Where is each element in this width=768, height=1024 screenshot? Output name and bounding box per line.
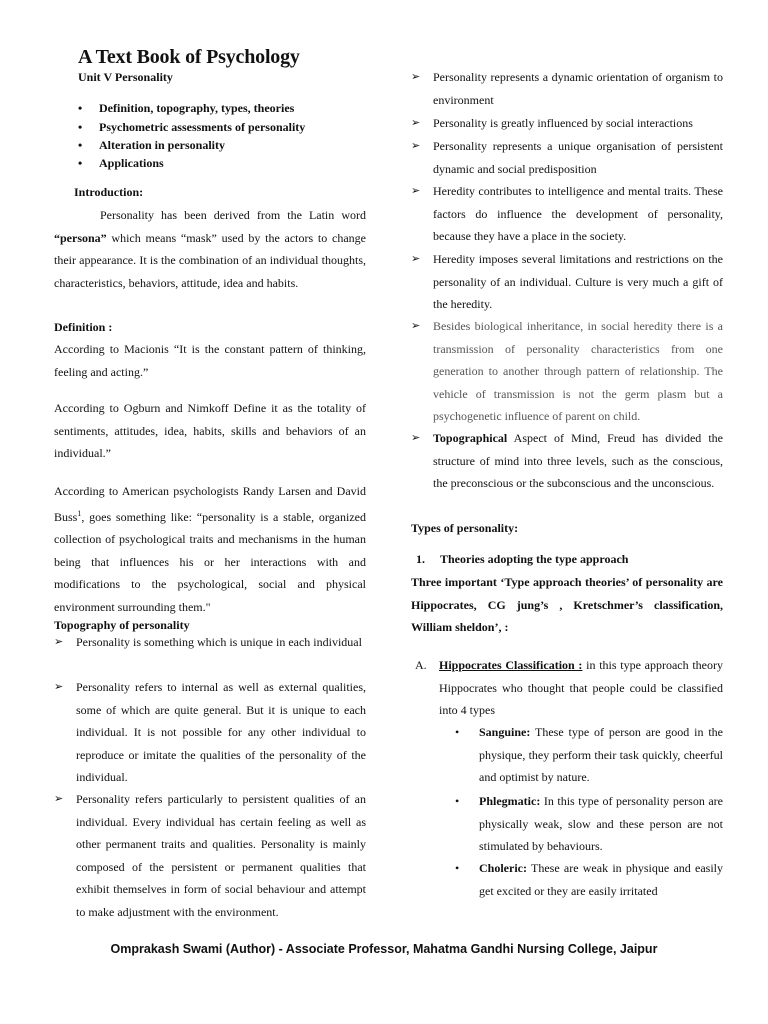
hippocrates-paragraph: Hippocrates Classification : in this type approach theory Hippocrates who thought that people could be classified into 4 types — [439, 658, 723, 717]
hippocrates-label: A. — [415, 658, 427, 672]
arrow-bullet-icon: ➢ — [54, 793, 64, 805]
bullet-icon: • — [78, 138, 83, 152]
arrow-bullet-icon: ➢ — [411, 320, 421, 332]
bullet-icon: • — [78, 101, 83, 115]
definition-heading: Definition : — [54, 320, 113, 334]
document-page: A Text Book of Psychology Unit V Personality • Definition, topography, types, theories • Psychometric assessments of personality • Alteration in personality • Applications Introduction: Personality has been derived from the Latin word “persona” which means “mask” used by the actors to change their appearance. It is the combination of an individual thoughts, characteristics, behaviors, attitude, idea and habits. Definition : According to Macionis “It is the constant pattern of thinking, feeling and acting.” According to Ogburn and Nimkoff Define it as the totality of sentiments, attitudes, idea, habits, skills and behaviors of an individual.” According to American psychologists Randy Larsen and David Buss$^1$, goes something like: “personality is a stable, organized collection of psychological traits and mechanisms in the human being that influences his or her interactions with and modifications to the psychological, social and physical environment surrounding them." Topography of personality ➢ Personality is something which is unique in each individual ➢ Personality refers to internal as well as external qualities, some of which are quite general. But it is unique to each individual. It is not possible for any other individual to reproduce or imitate the qualities of the personality of the individual. ➢ Personality refers particularly to persistent qualities of an individual. Every individual has certain feeling as well as other permanent traits and qualities. Personality is mainly composed of the persistent or permanent qualities that exhibit themselves in form of social behaviour and attempt to make adjustment with the environment. ➢ Personality represents a dynamic orientation of organism to environment ➢ Personality is greatly influenced by social interactions ➢ Personality represents a unique organisation of persistent dynamic and social predisposition ➢ Heredity contributes to intelligence and mental traits. These factors do influence the development of personality, because they have a place in the society. ➢ Heredity imposes several limitations and restrictions on the personality of an individual. Culture is very much a gift of the heredity. ➢ Besides biological inheritance, in social heredity there is a transmission of personality characteristics from one generation to another through pattern of relationship. The vehicle of transmission is not the germ plasm but a psychogenetic influence of parent on child. ➢ Topographical Aspect of Mind, Freud has divided the structure of mind into three levels, such as the conscious, the preconscious or the subconscious and the unconscious. Types of personality: 1. Theories adopting the type approach Three important ‘Type approach theories’ of personality are Hippocrates, CG jung’s , Kretschmer’s classification, William sheldon’, : A. Hippocrates Classification : in this type approach theory Hippocrates who thought that people could be classified into 4 types • Sanguine: These type of person are good in the physique, they perform their task quickly, cheerful and optimist by nature. • Phlegmatic: In this type of personality person are physically weak, slow and these person are not stimulated by behaviours. • Choleric: These are weak in physique and easily get excited or they are easily irritated Omprakash Swami (Author) - Associate Professor, Mahatma Gandhi Nursing College, Jaipur — [0, 0, 768, 1024]
arrow-bullet-icon: ➢ — [411, 432, 421, 444]
theories-heading: Theories adopting the type approach — [440, 552, 629, 566]
arrow-bullet-icon: ➢ — [411, 185, 421, 197]
types-heading: Types of personality: — [411, 521, 519, 535]
arrow-bullet-icon: ➢ — [411, 71, 421, 83]
page-footer: Omprakash Swami (Author) - Associate Professor, Mahatma Gandhi Nursing College, Jaipur — [110, 942, 658, 956]
bullet-icon: • — [78, 120, 83, 134]
definition-ogburn: According to Ogburn and Nimkoff Define it as the totality of sentiments, attitudes, idea, habits, skills and behaviors of an individual.” — [54, 401, 366, 460]
three-theories: Three important ‘Type approach theories’ of personality are Hippocrates, CG jung’s , Kretschmer’s classification, William sheldon’, : — [411, 575, 723, 634]
bullet-icon: • — [455, 861, 460, 875]
definition-larsen: According to American psychologists Randy Larsen and David Buss$^1$, goes something like: “personality is a stable, organized collection of psychological traits and mechanisms in the human being that influences his or her interactions with and modifications to the psychological, social and physical environment surrounding them." — [54, 484, 366, 614]
intro-paragraph: Personality has been derived from the Latin word “persona” which means “mask” used by the actors to change their appearance. It is the combination of an individual thoughts, characteristics, behaviors, attitude, idea and habits. — [54, 208, 366, 290]
unit-heading: Unit V Personality — [78, 70, 173, 84]
bullet-icon: • — [455, 725, 460, 739]
arrow-bullet-icon: ➢ — [54, 681, 64, 693]
bullet-icon: • — [455, 794, 460, 808]
page-title: A Text Book of Psychology — [78, 46, 300, 68]
arrow-bullet-icon: ➢ — [54, 636, 64, 648]
theories-number: 1. — [416, 552, 425, 566]
intro-heading: Introduction: — [74, 185, 144, 199]
arrow-bullet-icon: ➢ — [411, 253, 421, 265]
definition-macionis: According to Macionis “It is the constant pattern of thinking, feeling and acting.” — [54, 342, 366, 379]
arrow-bullet-icon: ➢ — [411, 117, 421, 129]
bullet-icon: • — [78, 156, 83, 170]
topography-heading: Topography of personality — [54, 618, 190, 632]
arrow-bullet-icon: ➢ — [411, 140, 421, 152]
